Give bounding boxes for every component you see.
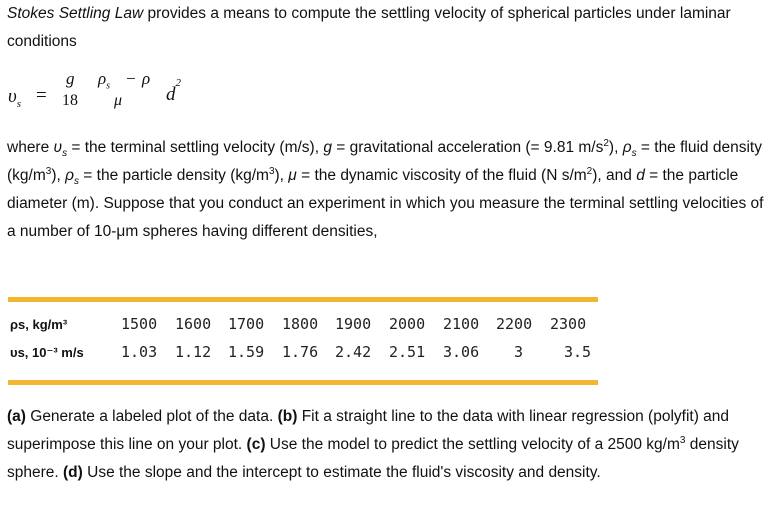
velocity-cell: 3 [514,343,524,361]
formula-d: $d^2$ [166,76,181,105]
definitions-paragraph: where $\upsilon_s$ = the terminal settling velocity (m/s), g = gravitational acceleration (= 9.81 $m/s^2$), $\rho_s$ = the fluid density $(kg/m^3)$, $\rho_s$ = the particle density $(kg/m^3)$, μ = the dynamic viscosity of the fluid (N $s/m^2$), and d = the particle diameter (m). Suppose that you conduct an experiment in which you measure the terminal settling velocities of a number of 10-μm spheres having different densities, [7,137,764,240]
formula-18: 18 [62,92,78,109]
intro-paragraph [7,0,767,56]
law-title: Stokes Settling Law [7,5,144,22]
velocity-cell: 1.59 [228,343,265,361]
velocity-cell: 2.42 [335,343,372,361]
table-bottom-rule [8,380,598,385]
density-label: ρs, kg/m³ [10,317,68,332]
formula-mu: μ [114,92,123,109]
density-cell: 1600 [175,315,212,333]
velocity-cell: 3.5 [564,343,592,361]
density-cell: 2200 [496,315,533,333]
density-cell: 2300 [550,315,587,333]
formula-lhs: $\upsilon_s$ [8,86,22,110]
density-cell: 1900 [335,315,372,333]
formula-rho: ρ [142,69,151,88]
velocity-cell: 3.06 [443,343,480,361]
velocity-cell: 1.03 [121,343,158,361]
velocity-cell: 1.12 [175,343,212,361]
density-cell: 1800 [282,315,319,333]
formula-equals: = [36,85,47,106]
density-cell: 2100 [443,315,480,333]
density-cell: 1700 [228,315,265,333]
intro-text: provides a means to compute the settling velocity of spherical particles under laminar conditions [7,5,731,50]
formula-rho-s: $\rho_s$ [98,69,111,92]
density-cell: 1500 [121,315,158,333]
tasks-paragraph: (a) Generate a labeled plot of the data. (b) Fit a straight line to the data with linear regression (polyfit) and superimpose this line on your plot. (c) Use the model to predict the settling velocity of a 2500 $kg/m^3$ density sphere. (d) Use the slope and the intercept to estimate the fluid's viscosity and density. [7,408,739,481]
formula-g: g [66,69,75,88]
formula-minus: − [126,69,136,88]
velocity-cell: 1.76 [282,343,319,361]
table-top-rule [8,297,598,302]
velocity-label: υs, 10⁻³ m/s [10,345,84,360]
stokes-formula [8,64,208,124]
density-cell: 2000 [389,315,426,333]
velocity-cell: 2.51 [389,343,426,361]
